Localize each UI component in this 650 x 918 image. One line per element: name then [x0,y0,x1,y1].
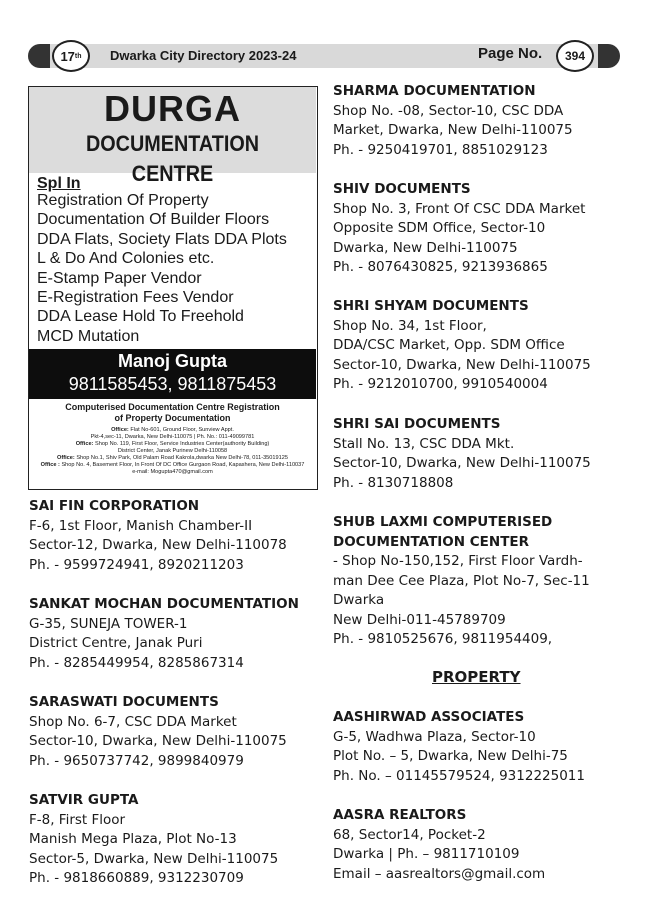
listing-name: SAI FIN CORPORATION [29,498,200,514]
office-label: Office: [57,455,75,461]
advert-service-item: E-Registration Fees Vendor [37,289,234,307]
listing-line: Shop No. -08, Sector-10, CSC DDA [333,102,564,119]
listing-line: Sector-10, Dwarka, New Delhi-110075 [333,455,591,472]
office-text: Shop No. 119, First Floor, Service Industries Center(authority Building) [94,441,270,447]
listing-line: New Delhi-011-45789709 [333,611,506,628]
listing-line: DDA/CSC Market, Opp. SDM Office [333,337,565,354]
listing-line: Sector-10, Dwarka, New Delhi-110075 [333,356,591,373]
listing-line: Market, Dwarka, New Delhi-110075 [333,122,573,139]
section-title-property: PROPERTY [432,668,521,686]
office-label: Office: [111,427,129,433]
advert-office-addresses [29,427,316,476]
listing-line: Ph. - 8285449954, 8285867314 [29,654,244,671]
listing-aasra-realtors [333,806,545,884]
listing-line: Ph. - 8076430825, 9213936865 [333,259,548,276]
listing-line: G-5, Wadhwa Plaza, Sector-10 [333,728,536,745]
advert-service-item: E-Stamp Paper Vendor [37,269,202,287]
listing-name: SHUB LAXMI COMPUTERISED [333,514,553,530]
edition-suffix: th [74,52,82,60]
listing-name: SATVIR GUPTA [29,792,139,808]
listing-sankat-mochan [29,595,299,673]
listing-line: Ph. - 9212010700, 9910540004 [333,376,548,393]
listing-line: Dwarka | Ph. – 9811710109 [333,846,520,863]
listing-line: Sector-5, Dwarka, New Delhi-110075 [29,850,279,867]
advert-contact-band [29,349,316,399]
office-text: Shop No.1, Shiv Park, Old Palam Road Kakrola,dwarka New Delhi-78, 011-35019125 [76,455,288,461]
listing-line: F-8, First Floor [29,811,126,828]
listing-line: man Dee Cee Plaza, Plot No-7, Sec-11 [333,572,590,589]
office-label: Office: [75,441,94,447]
listing-line: Ph. - 9599724941, 8920211203 [29,556,244,573]
advert-business-name: DURGA [104,88,241,129]
listing-line: Ph. No. – 01145579524, 9312225011 [333,767,585,784]
listing-name: SHARMA DOCUMENTATION [333,83,536,99]
listing-line: Shop No. 3, Front Of CSC DDA Market [333,200,586,217]
listing-name: AASRA REALTORS [333,807,467,823]
header-left-cap [28,44,50,68]
listing-line: Sector-10, Dwarka, New Delhi-110075 [29,733,287,750]
listing-line: Ph. - 9650737742, 9899840979 [29,752,244,769]
listing-line: Ph. - 9250419701, 8851029123 [333,141,548,158]
listing-satvir-gupta [29,791,278,889]
advert-service-item: Documentation Of Builder Floors [37,211,270,229]
listing-sharma-documentation [333,82,573,160]
listing-line: Sector-12, Dwarka, New Delhi-110078 [29,537,287,554]
listing-name: SHRI SAI DOCUMENTS [333,416,501,432]
listing-sai-fin-corporation [29,497,287,575]
listing-name-continued: DOCUMENTATION CENTER [333,533,530,550]
listing-line: F-6, 1st Floor, Manish Chamber-II [29,517,253,534]
advert-service-item: L & Do And Colonies etc. [37,250,215,268]
listing-saraswati-documents [29,693,287,771]
listing-line: Dwarka, New Delhi-110075 [333,239,518,256]
listing-line: Shop No. 6-7, CSC DDA Market [29,713,237,730]
advert-service-item: DDA Lease Hold To Freehold [37,308,244,326]
listing-name: SHIV DOCUMENTS [333,181,471,197]
advert-email: e-mail: Mogupta470@gmail.com [132,469,213,475]
listing-line: - Shop No-150,152, First Floor Vardh- [333,553,583,569]
advert-service-item: DDA Flats, Society Flats DDA Plots [37,230,287,248]
listing-line: Dwarka [333,592,385,609]
listing-aashirwad-associates [333,708,585,786]
advert-business-subtitle: DOCUMENTATION CENTRE [85,131,260,186]
listing-line: Opposite SDM Office, Sector-10 [333,220,546,237]
listing-line: Email – aasrealtors@gmail.com [333,865,546,882]
listing-line: Manish Mega Plaza, Plot No-13 [29,831,237,848]
listing-line: G-35, SUNEJA TOWER-1 [29,615,188,632]
durga-advertisement [28,86,318,490]
listing-name: SARASWATI DOCUMENTS [29,694,219,710]
advert-spl-heading: Spl In [37,175,81,192]
listing-line: Shop No. 34, 1st Floor, [333,317,487,334]
directory-title: Dwarka City Directory 2023-24 [110,48,297,63]
advert-registration-line: Computerised Documentation Centre Registration [65,402,280,412]
advert-office-line [29,455,316,462]
listing-name: SHRI SHYAM DOCUMENTS [333,298,529,314]
edition-badge [52,40,90,72]
listing-shri-sai-documents [333,415,591,493]
edition-number: 17 [60,48,75,64]
advert-registration-line: of Property Documentation [114,413,231,423]
listing-line: Ph. - 8130718808 [333,474,454,491]
advert-contact-person: Manoj Gupta [118,351,227,371]
office-text: Flat No-601, Ground Floor, Sunview Appt. [130,427,234,433]
header-right-cap [598,44,620,68]
listing-shub-laxmi [333,513,590,650]
advert-services-list [37,191,287,346]
advert-office-line [29,441,316,448]
listing-line: 68, Sector14, Pocket-2 [333,826,486,843]
page-label: Page No. [478,45,543,62]
advert-office-line [29,462,316,469]
advert-office-line [29,427,316,434]
listing-name: AASHIRWAD ASSOCIATES [333,709,525,725]
listing-name: SANKAT MOCHAN DOCUMENTATION [29,596,299,612]
listing-line: District Centre, Janak Puri [29,635,203,652]
advert-service-item: Registration Of Property [37,192,209,209]
page-number: 394 [556,40,594,72]
office-label: Office : [40,462,60,468]
listing-line: Ph. - 9810525676, 9811954409, [333,631,553,648]
listing-shiv-documents [333,180,585,278]
listing-line: Stall No. 13, CSC DDA Mkt. [333,435,515,452]
listing-shri-shyam-documents [333,297,591,395]
advert-office-line: District Center, Janak Purinew Delhi-110058 [117,448,228,454]
advert-contact-phones: 9811585453, 9811875453 [68,374,277,394]
office-text: Shop No. 4, Basement Floor, In Front Of DC Office Gurgaon Road, Kapashera, New Delhi-110037 [61,462,305,468]
listing-line: Plot No. – 5, Dwarka, New Delhi-75 [333,748,568,765]
advert-registration-text [29,402,316,424]
listing-line: Ph. - 9818660889, 9312230709 [29,870,244,887]
advert-service-item: MCD Mutation [37,327,140,345]
advert-office-line: Pkt-4,sec-11, Dwarka, New Delhi-110075 | Ph. No.: 011-49099781 [90,434,255,440]
